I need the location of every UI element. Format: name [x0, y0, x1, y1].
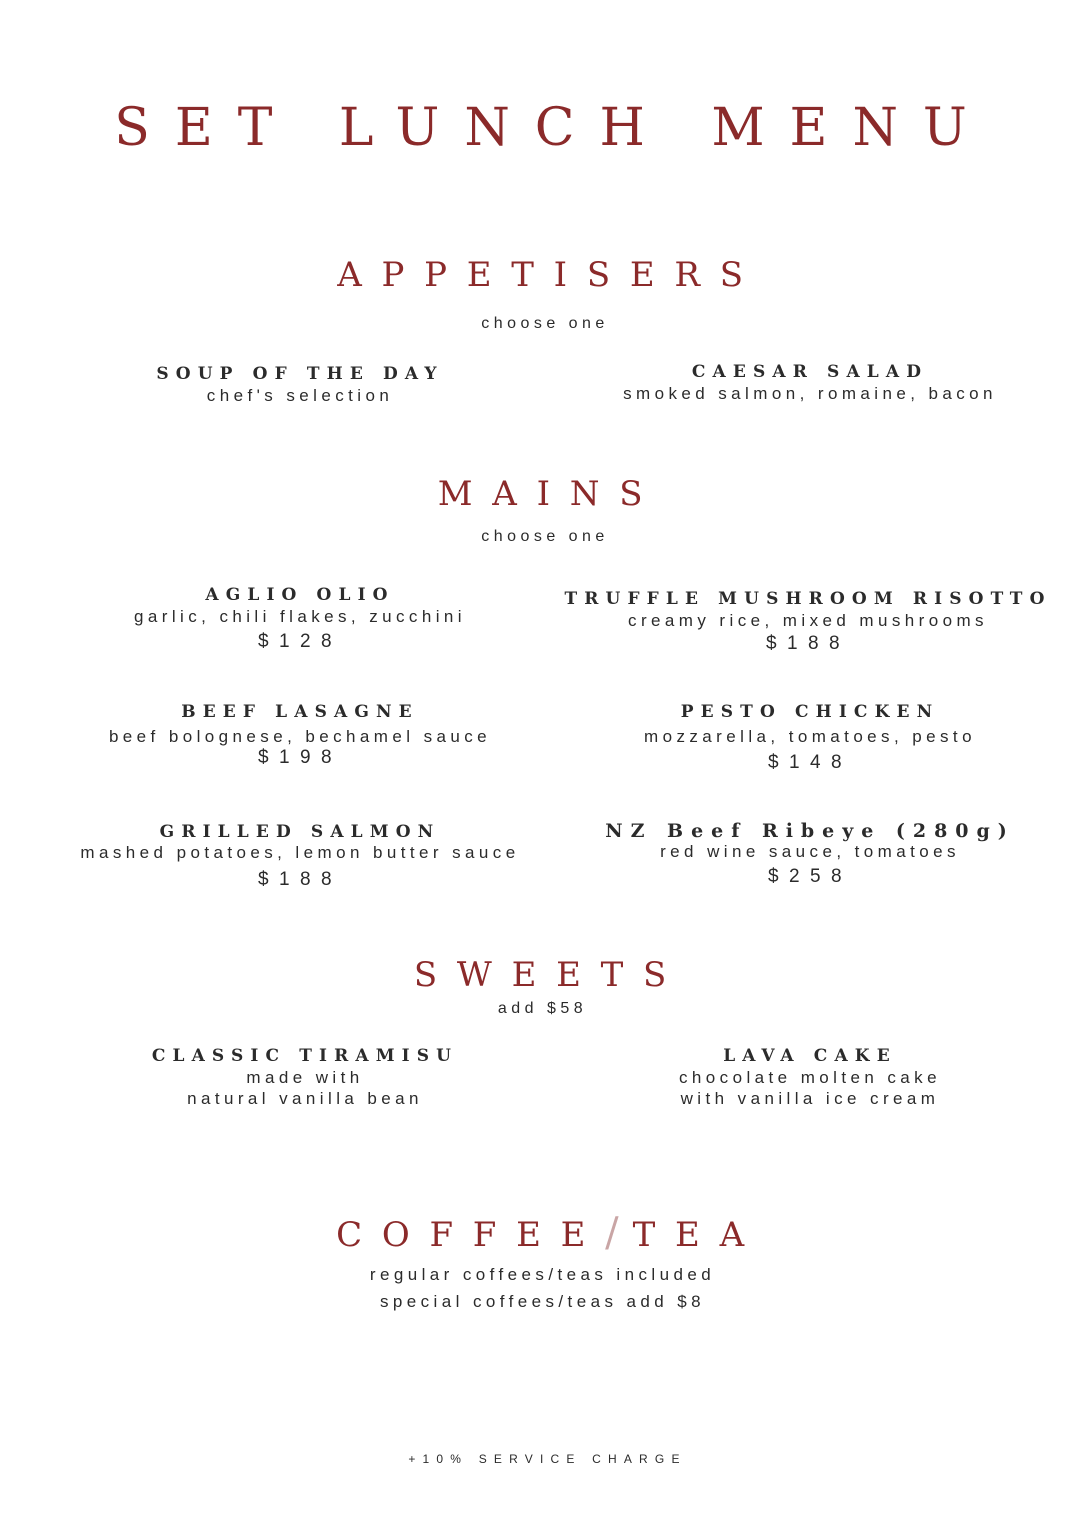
dish-price: $198	[257, 747, 343, 768]
section-note-sweets: add $58	[497, 1000, 588, 1017]
heading-coffee: COFFEE	[336, 1215, 606, 1255]
menu-item	[40, 585, 560, 653]
section-note-mains: choose one	[481, 528, 609, 545]
dish-description: red wine sauce, tomatoes	[660, 842, 960, 861]
dish-name: NZ Beef Ribeye (280g)	[605, 820, 1015, 842]
dish-price: $188	[765, 633, 851, 654]
dish-description: garlic, chili flakes, zucchini	[134, 607, 466, 626]
heading-separator: /	[605, 1210, 633, 1256]
dish-name: GRILLED SALMON	[159, 822, 441, 842]
section-heading-sweets: SWEETS	[413, 955, 687, 995]
dish-price: $188	[257, 869, 343, 890]
dish-name: CAESAR SALAD	[691, 362, 929, 382]
coffee-tea-included: regular coffees/teas included	[369, 1265, 716, 1284]
coffee-tea-special: special coffees/teas add $8	[379, 1292, 706, 1311]
menu-item	[30, 822, 570, 891]
dish-name: CLASSIC TIRAMISU	[151, 1046, 459, 1066]
dish-name: PESTO CHICKEN	[680, 702, 940, 722]
section-heading-appetisers: APPETISERS	[337, 255, 763, 295]
dish-name: AGLIO OLIO	[205, 585, 395, 605]
menu-item	[540, 1046, 1080, 1109]
dish-description: smoked salmon, romaine, bacon	[623, 384, 997, 403]
menu-item	[540, 362, 1080, 404]
dish-description: beef bolognese, bechamel sauce	[108, 727, 492, 746]
dish-description: with vanilla ice cream	[680, 1089, 940, 1108]
section-heading-coffee-tea	[0, 1210, 1080, 1256]
menu-title: SET LUNCH MENU	[114, 98, 992, 158]
dish-name: LAVA CAKE	[723, 1046, 897, 1066]
menu-item	[540, 702, 1080, 774]
menu-item	[536, 589, 1080, 655]
menu-item	[40, 364, 560, 406]
dish-price: $258	[767, 866, 853, 887]
dish-description: mozzarella, tomatoes, pesto	[644, 727, 976, 746]
dish-name: SOUP OF THE DAY	[156, 364, 444, 384]
section-heading-mains: MAINS	[437, 474, 663, 514]
menu-item	[540, 820, 1080, 888]
dish-name: TRUFFLE MUSHROOM RISOTTO	[564, 589, 1052, 609]
dish-description: chef's selection	[206, 386, 394, 405]
dish-description: made with	[246, 1068, 364, 1087]
section-note-appetisers: choose one	[481, 315, 609, 332]
menu-item	[40, 702, 560, 769]
dish-name: BEEF LASAGNE	[181, 702, 419, 722]
dish-description: mashed potatoes, lemon butter sauce	[80, 843, 520, 862]
dish-price: $128	[257, 631, 343, 652]
dish-description: natural vanilla bean	[187, 1089, 423, 1108]
heading-tea: TEA	[632, 1215, 764, 1255]
service-charge-note: +10% SERVICE CHARGE	[408, 1452, 687, 1466]
dish-description: creamy rice, mixed mushrooms	[628, 611, 988, 630]
dish-price: $148	[767, 752, 853, 773]
menu-item	[40, 1046, 570, 1109]
dish-description: chocolate molten cake	[679, 1068, 941, 1087]
